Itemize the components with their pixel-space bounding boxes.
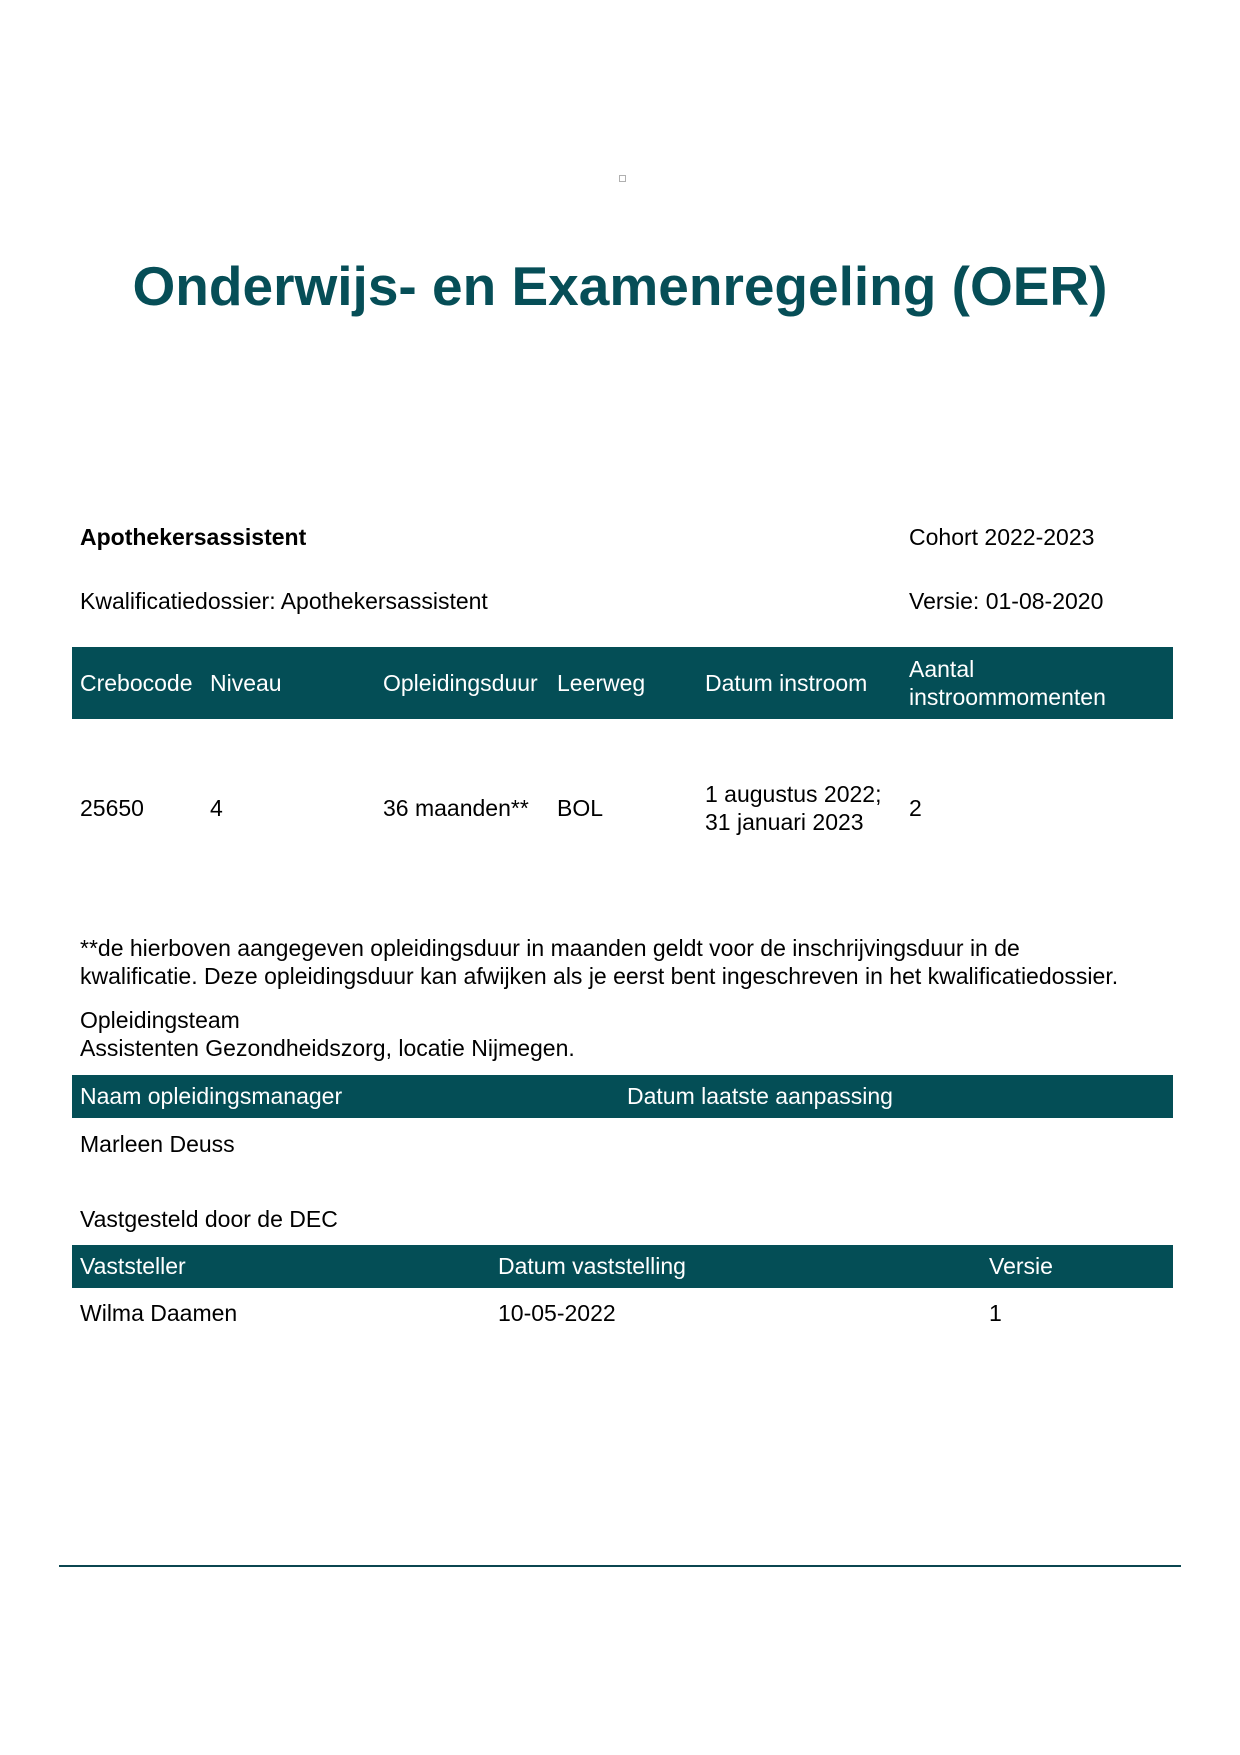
cell-aantal: 2 [909, 795, 922, 821]
cell-datum-instroom-1: 1 augustus 2022; [705, 781, 882, 807]
team-label: Opleidingsteam [80, 1007, 240, 1033]
placeholder-marker [619, 175, 626, 182]
manager-name: Marleen Deuss [80, 1131, 235, 1157]
header-datum-instroom: Datum instroom [705, 670, 868, 696]
header-versie: Versie [989, 1253, 1053, 1279]
cell-versie: 1 [989, 1300, 1002, 1326]
dec-table-row [72, 1289, 1173, 1333]
cell-leerweg: BOL [557, 795, 604, 821]
page-title: Onderwijs- en Examenregeling (OER) [132, 255, 1108, 317]
team-name: Assistenten Gezondheidszorg, locatie Nijmegen. [80, 1035, 575, 1061]
footer-divider [59, 1565, 1181, 1567]
header-naam-opleidingsmanager: Naam opleidingsmanager [80, 1083, 343, 1109]
header-datum-laatste-aanpassing: Datum laatste aanpassing [627, 1083, 893, 1109]
program-table-header [72, 647, 1173, 719]
cell-datum-vaststelling: 10-05-2022 [498, 1300, 616, 1326]
header-vaststeller: Vaststeller [80, 1253, 186, 1279]
header-crebocode: Crebocode [80, 670, 193, 696]
dec-table-header [72, 1245, 1173, 1288]
header-datum-vaststelling: Datum vaststelling [498, 1253, 686, 1279]
footnote-line-1: **de hierboven aangegeven opleidingsduur in maanden geldt voor de inschrijvingsduur in de [80, 935, 1020, 961]
cell-datum-instroom-2: 31 januari 2023 [705, 809, 864, 835]
header-leerweg: Leerweg [557, 670, 646, 696]
header-niveau: Niveau [210, 670, 282, 696]
header-aantal-instroommomenten: Aantal instroommomenten [909, 656, 1106, 710]
qualification-dossier: Kwalificatiedossier: Apothekersassistent [80, 588, 488, 614]
cohort: Cohort 2022-2023 [909, 524, 1095, 550]
cell-vaststeller: Wilma Daamen [80, 1300, 238, 1326]
program-table-row [72, 720, 1173, 880]
cell-opleidingsduur: 36 maanden** [383, 795, 529, 821]
version: Versie: 01-08-2020 [909, 588, 1104, 614]
program-name: Apothekersassistent [80, 524, 307, 550]
established-label: Vastgesteld door de DEC [80, 1206, 338, 1232]
cell-crebocode: 25650 [80, 795, 144, 821]
footnote-line-2: kwalificatie. Deze opleidingsduur kan afwijken als je eerst bent ingeschreven in het kwalificatiedossier. [80, 963, 1119, 989]
cell-niveau: 4 [210, 795, 223, 821]
manager-table-header [72, 1075, 1173, 1118]
header-opleidingsduur: Opleidingsduur [383, 670, 538, 696]
